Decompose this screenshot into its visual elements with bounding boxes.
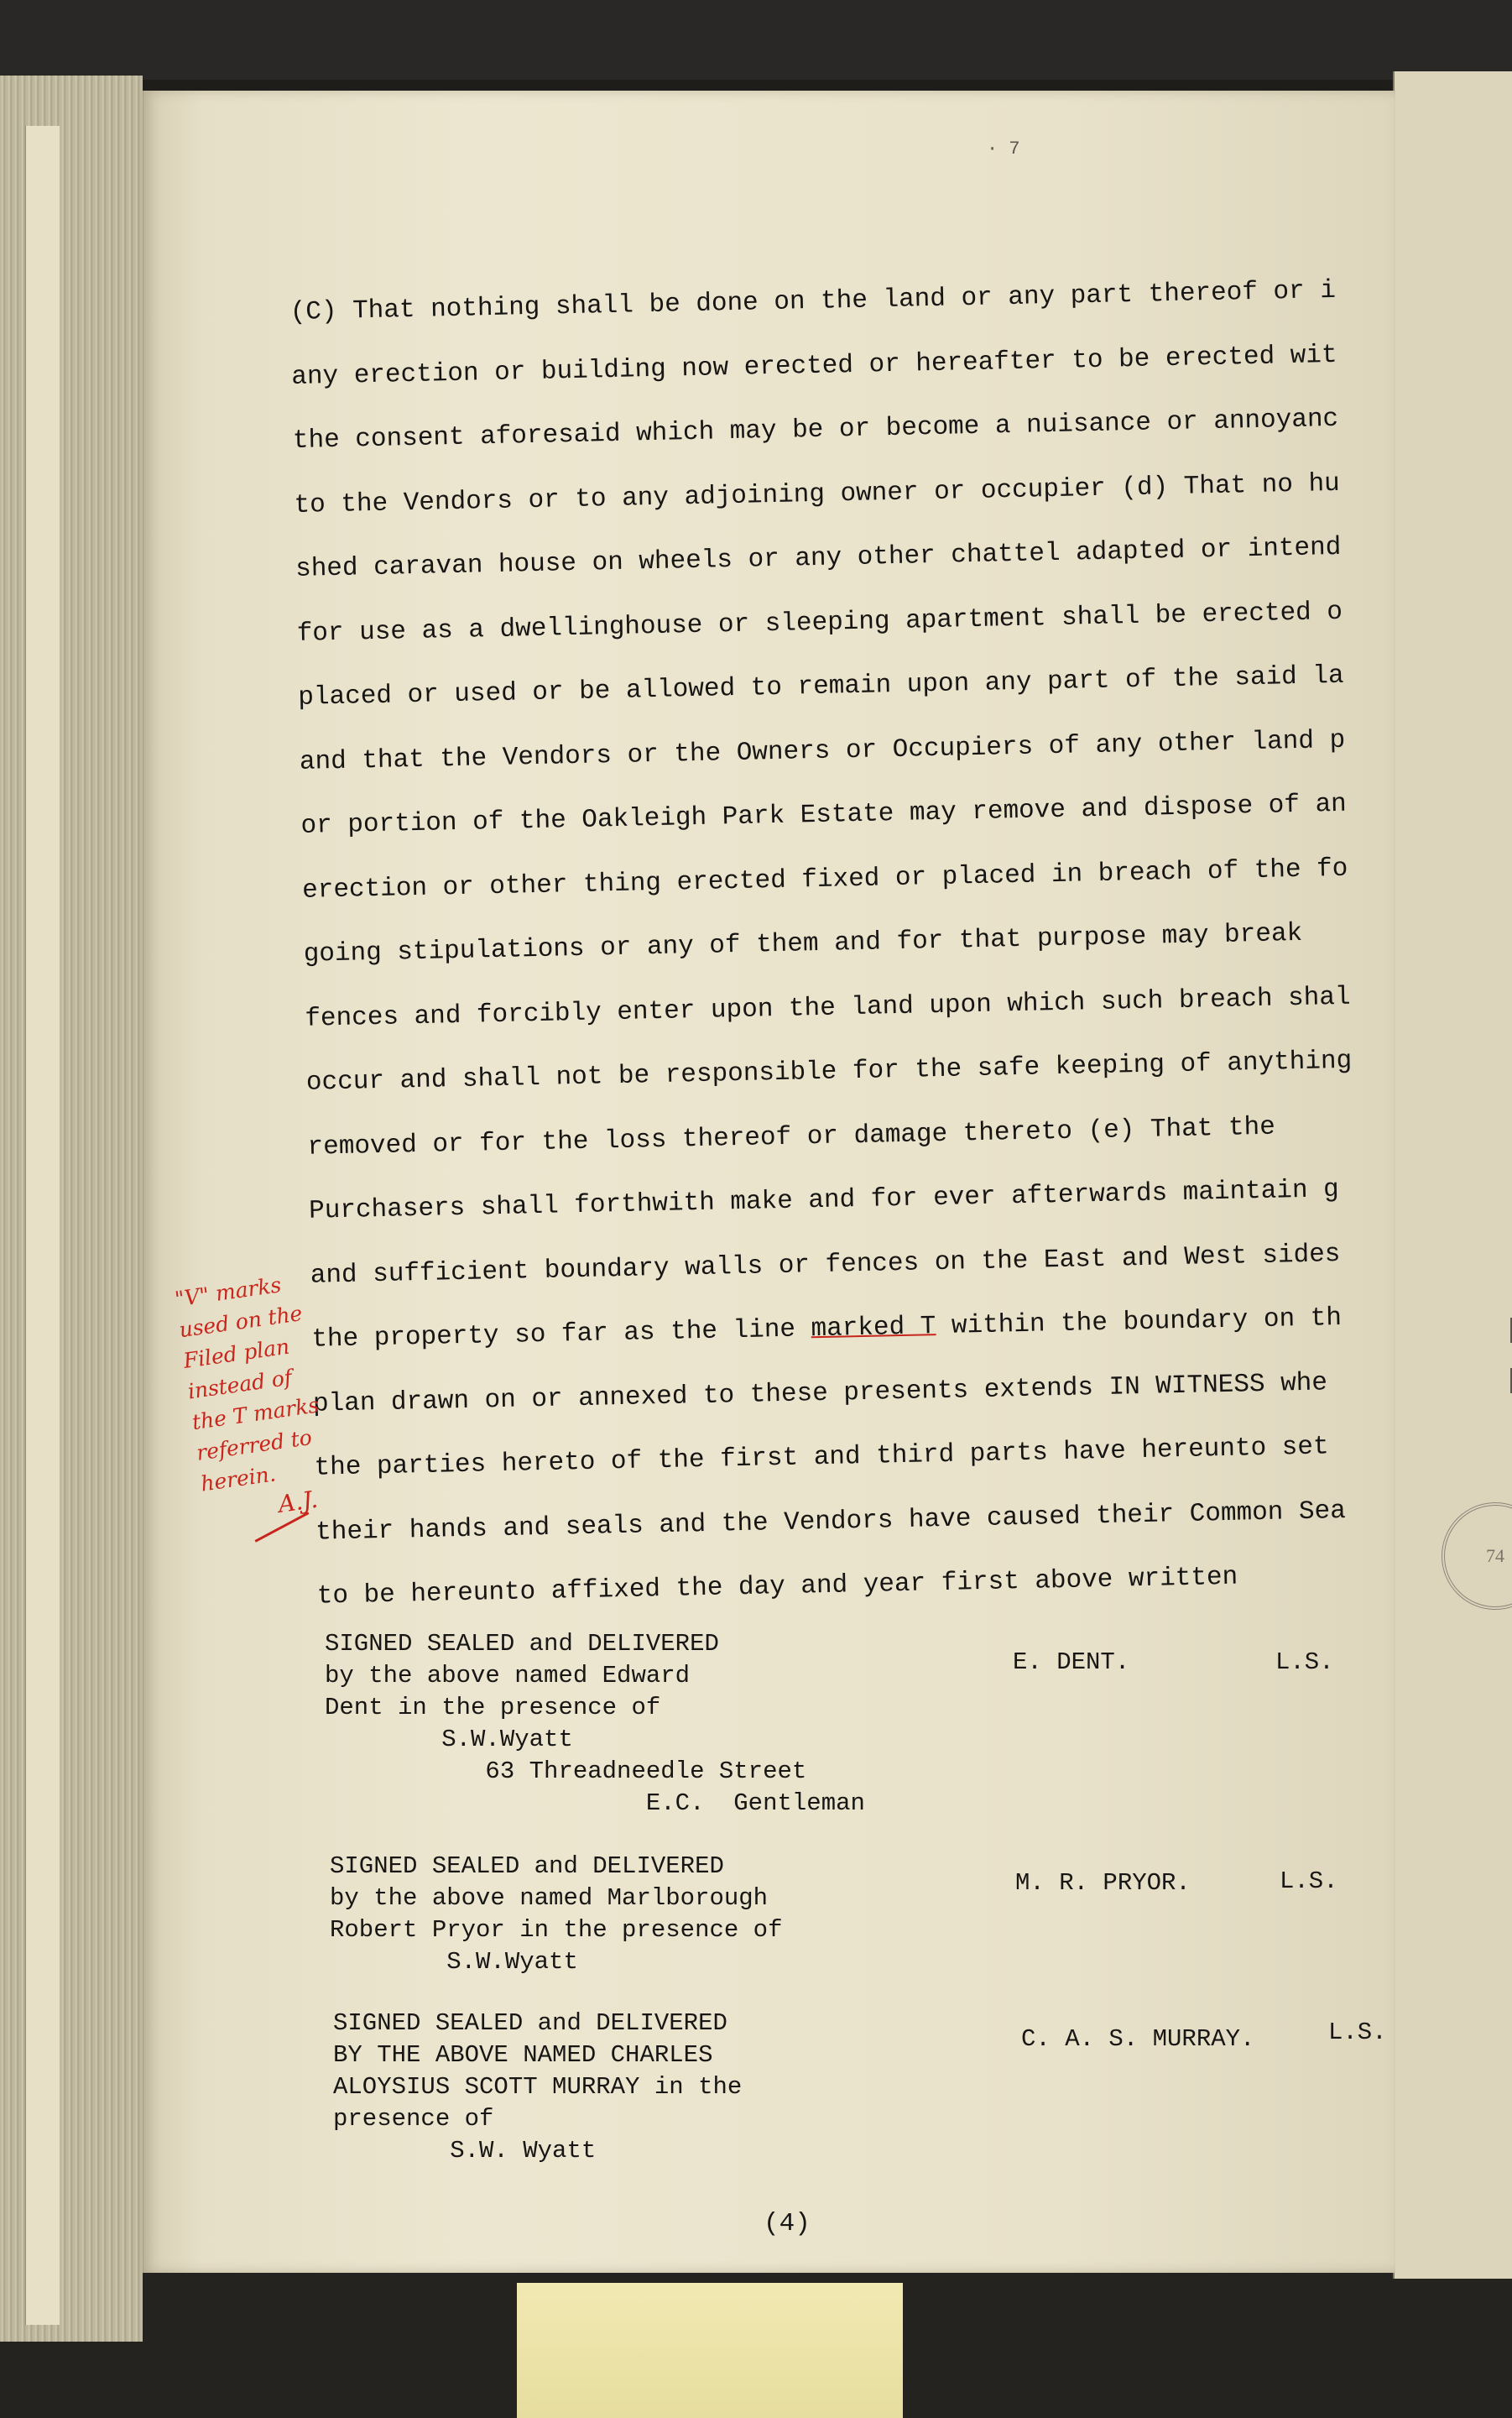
text-segment: within the boundary on th [936,1303,1343,1342]
margin-note-line: "V" marks [173,1272,283,1312]
signature-block-pryor: SIGNED SEALED and DELIVERED by the above named Marlborough Robert Pryor in the presence of S.W.Wyatt [330,1852,783,1976]
text-line: the consent aforesaid which may be or become a nuisance or annoyanc [292,404,1339,456]
seal-mark-dent: L.S. [1275,1648,1334,1676]
left-page-edge [25,126,60,2325]
text-line: shed caravan house on wheels or any other chattel adapted or intend [295,532,1342,584]
text-line: and that the Vendors or the Owners or Occupiers of any other land p [299,725,1346,777]
seal-mark-pryor: L.S. [1280,1867,1338,1895]
margin-note-line: referred to [195,1424,314,1465]
signatory-name-pryor: M. R. PRYOR. [1015,1869,1191,1897]
page-mark: · 7 [987,138,1020,159]
book-cover-top [0,0,1512,80]
text-line: plan drawn on or annexed to these presents extends IN WITNESS whe [312,1367,1328,1419]
stamp-text: 74 [1486,1545,1504,1566]
underlined-marked-t: marked T [811,1312,936,1345]
text-line: to be hereunto affixed the day and year first above written [316,1562,1238,1611]
margin-note-line: used on the [177,1301,305,1343]
text-line: going stipulations or any of them and for that purpose may break [303,918,1303,969]
margin-note-line: instead of [186,1365,294,1404]
text-line: fences and forcibly enter upon the land upon which such breach shal [305,982,1351,1034]
text-line: placed or used or be allowed to remain upon any part of the said la [298,661,1344,713]
signature-block-murray: SIGNED SEALED and DELIVERED BY THE ABOVE NAMED CHARLES ALOYSIUS SCOTT MURRAY in the presence of S.W. Wyatt [333,2009,743,2165]
margin-note-line: the T marks [190,1392,321,1435]
text-line: for use as a dwellinghouse or sleeping apartment shall be erected o [296,597,1343,649]
left-page-stack [0,76,143,2342]
text-line: Purchasers shall forthwith make and for ever afterwards maintain g [308,1175,1340,1226]
page-number: (4) [764,2209,811,2238]
text-line: the parties hereto of the first and third parts have hereunto set [314,1432,1329,1483]
signature-block-dent: SIGNED SEALED and DELIVERED by the above named Edward Dent in the presence of S.W.Wyatt 63 Threadneedle Street E.C. Gentleman [325,1630,865,1817]
text-line: their hands and seals and the Vendors have caused their Common Sea [315,1496,1347,1548]
text-line: erection or other thing erected fixed or placed in breach of the fo [301,854,1348,906]
signatory-name-murray: C. A. S. MURRAY. [1021,2025,1255,2053]
text-line: removed or for the loss thereof or damage thereto (e) That the [307,1112,1276,1162]
text-line: occur and shall not be responsible for the safe keeping of anything [305,1046,1353,1098]
seal-mark-murray: L.S. [1328,2018,1387,2046]
text-line: or portion of the Oakleigh Park Estate may remove and dispose of an [300,789,1348,841]
text-line: to the Vendors or to any adjoining owner or occupier (d) That no hu [294,468,1341,520]
text-segment: the property so far as the line [311,1314,811,1355]
margin-note-line: herein. [199,1461,278,1496]
signatory-name-dent: E. DENT. [1013,1648,1130,1676]
right-page-edge [1393,71,1512,2279]
margin-note-initials: A.J. [276,1485,320,1518]
yellow-paper-tab [517,2283,903,2418]
text-line: any erection or building now erected or hereafter to be erected wit [291,340,1337,392]
text-line: (C) That nothing shall be done on the land or any part thereof or i [289,275,1337,327]
margin-note-line: Filed plan [181,1334,291,1373]
text-line: and sufficient boundary walls or fences on the East and West sides [310,1239,1341,1291]
deed-body-text [289,259,1416,1630]
